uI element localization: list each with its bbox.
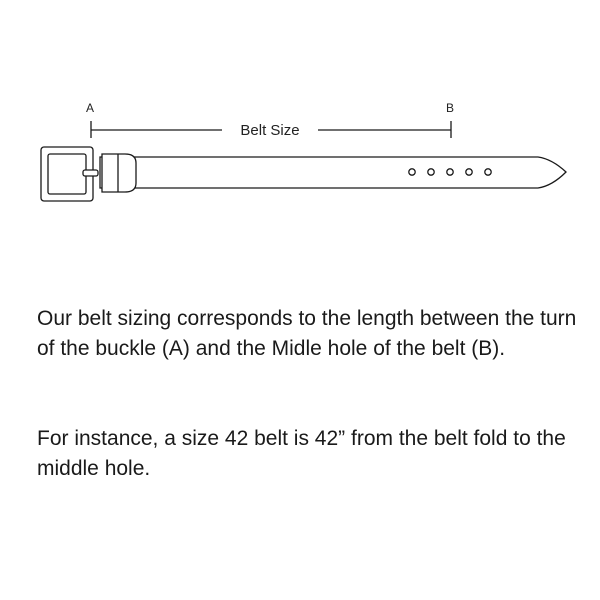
belt-hole xyxy=(485,169,491,175)
belt-hole xyxy=(447,169,453,175)
belt-hole xyxy=(428,169,434,175)
marker-b-label: B xyxy=(446,101,455,115)
buckle-prong xyxy=(83,170,98,176)
sizing-explanation: Our belt sizing corresponds to the length between the turn of the buckle (A) and the Midle hole of the belt (B). xyxy=(37,307,577,360)
belt-keeper xyxy=(102,154,136,192)
belt-size-diagram xyxy=(0,0,600,260)
belt-size-label: Belt Size xyxy=(240,122,300,139)
belt-hole xyxy=(466,169,472,175)
marker-a-label: A xyxy=(86,101,95,115)
belt-hole xyxy=(409,169,415,175)
belt-strap xyxy=(100,157,566,188)
buckle-inner-frame xyxy=(48,154,86,194)
sizing-example: For instance, a size 42 belt is 42” from the belt fold to the middle hole. xyxy=(37,427,566,480)
